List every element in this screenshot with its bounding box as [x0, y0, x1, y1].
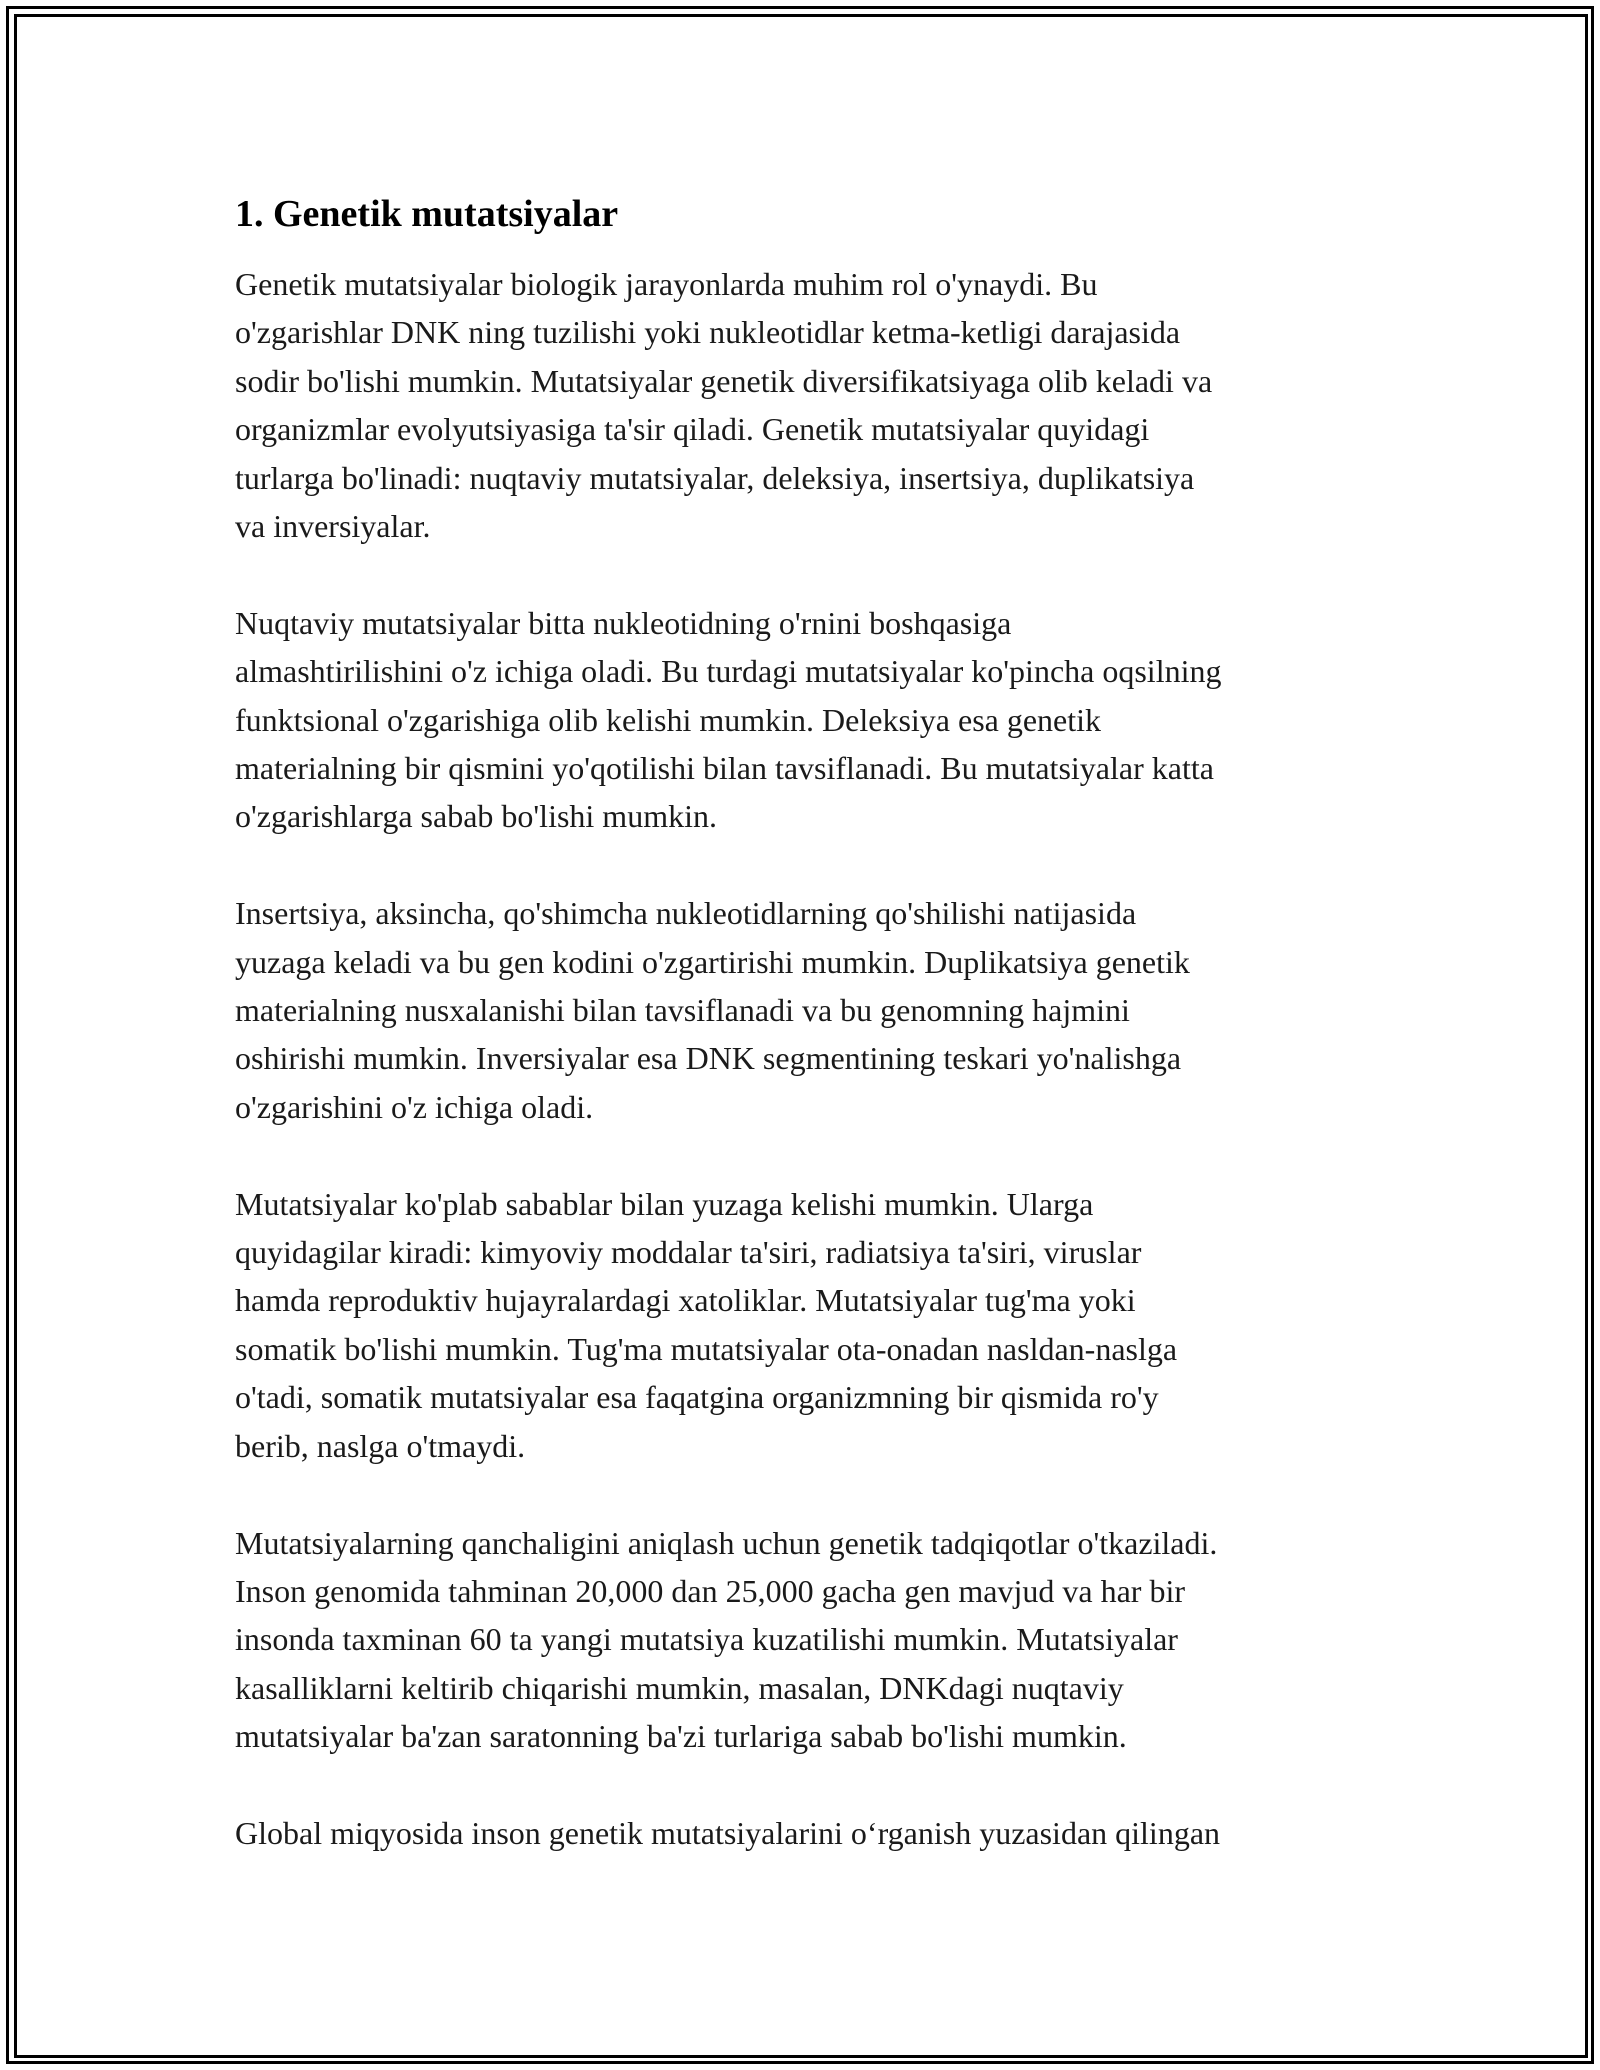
paragraph-line: Mutatsiyalar ko'plab sabablar bilan yuzaga kelishi mumkin. Ularga — [235, 1185, 1094, 1222]
paragraph-line: Mutatsiyalarning qanchaligini aniqlash uchun genetik tadqiqotlar o'tkaziladi. — [235, 1524, 1218, 1561]
paragraph-line: materialning nusxalanishi bilan tavsiflanadi va bu genomning hajmini — [235, 992, 1130, 1029]
paragraph-line: hamda reproduktiv hujayralardagi xatoliklar. Mutatsiyalar tug'ma yoki — [235, 1282, 1136, 1319]
section-heading: 1. Genetik mutatsiyalar — [235, 193, 619, 235]
paragraph-line: Nuqtaviy mutatsiyalar bitta nukleotidning o'rnini boshqasiga — [235, 604, 1012, 641]
paragraph-line: o'zgarishini o'z ichiga oladi. — [235, 1088, 594, 1125]
paragraph-line: turlarga bo'linadi: nuqtaviy mutatsiyalar, deleksiya, insertsiya, duplikatsiya — [235, 459, 1195, 496]
paragraph-line: somatik bo'lishi mumkin. Tug'ma mutatsiyalar ota-onadan nasldan-naslga — [235, 1330, 1178, 1367]
paragraph-line: o'zgarishlarga sabab bo'lishi mumkin. — [235, 798, 717, 835]
paragraph-global — [235, 1809, 1375, 1857]
paragraph-line: quyidagilar kiradi: kimyoviy moddalar ta'siri, radiatsiya ta'siri, viruslar — [235, 1234, 1142, 1271]
paragraph-line: organizmlar evolyutsiyasiga ta'sir qiladi. Genetik mutatsiyalar quyidagi — [235, 411, 1150, 448]
paragraph-line: funktsional o'zgarishiga olib kelishi mumkin. Deleksiya esa genetik — [235, 701, 1102, 738]
paragraph-line: Insertsiya, aksincha, qo'shimcha nukleotidlarning qo'shilishi natijasida — [235, 895, 1137, 932]
paragraph-line: sodir bo'lishi mumkin. Mutatsiyalar genetik diversifikatsiyaga olib keladi va — [235, 362, 1213, 399]
paragraph-causes — [235, 1180, 1375, 1470]
paragraph-line: materialning bir qismini yo'qotilishi bilan tavsiflanadi. Bu mutatsiyalar katta — [235, 750, 1214, 787]
paragraph-line: mutatsiyalar ba'zan saratonning ba'zi turlariga sabab bo'lishi mumkin. — [235, 1718, 1127, 1755]
paragraph-line: va inversiyalar. — [235, 508, 431, 545]
paragraph-line: o'zgarishlar DNK ning tuzilishi yoki nukleotidlar ketma-ketligi darajasida — [235, 314, 1181, 351]
paragraph-line: Global miqyosida inson genetik mutatsiyalarini o‘rganish yuzasidan qilingan — [235, 1814, 1221, 1851]
paragraph-line: yuzaga keladi va bu gen kodini o'zgartirishi mumkin. Duplikatsiya genetik — [235, 943, 1190, 980]
paragraph-line: o'tadi, somatik mutatsiyalar esa faqatgina organizmning bir qismida ro'y — [235, 1379, 1159, 1416]
paragraph-line: Genetik mutatsiyalar biologik jarayonlarda muhim rol o'ynaydi. Bu — [235, 266, 1098, 302]
paragraph-insertion — [235, 889, 1375, 1131]
paragraph-line: berib, naslga o'tmaydi. — [235, 1427, 526, 1464]
paragraph-line: kasalliklarni keltirib chiqarishi mumkin, masalan, DNKdagi nuqtaviy — [235, 1669, 1124, 1706]
paragraph-intro — [235, 260, 1375, 550]
paragraph-line: almashtirilishini o'z ichiga oladi. Bu turdagi mutatsiyalar ko'pincha oqsilning — [235, 653, 1222, 690]
paragraph-research — [235, 1519, 1375, 1761]
paragraph-line: insonda taxminan 60 ta yangi mutatsiya kuzatilishi mumkin. Mutatsiyalar — [235, 1621, 1178, 1658]
paragraph-line: oshirishi mumkin. Inversiyalar esa DNK segmentining teskari yo'nalishga — [235, 1040, 1182, 1077]
paragraph-line: Inson genomida tahminan 20,000 dan 25,000 gacha gen mavjud va har bir — [235, 1572, 1185, 1609]
paragraph-point-mutations — [235, 599, 1375, 841]
document-body — [235, 188, 1375, 1906]
